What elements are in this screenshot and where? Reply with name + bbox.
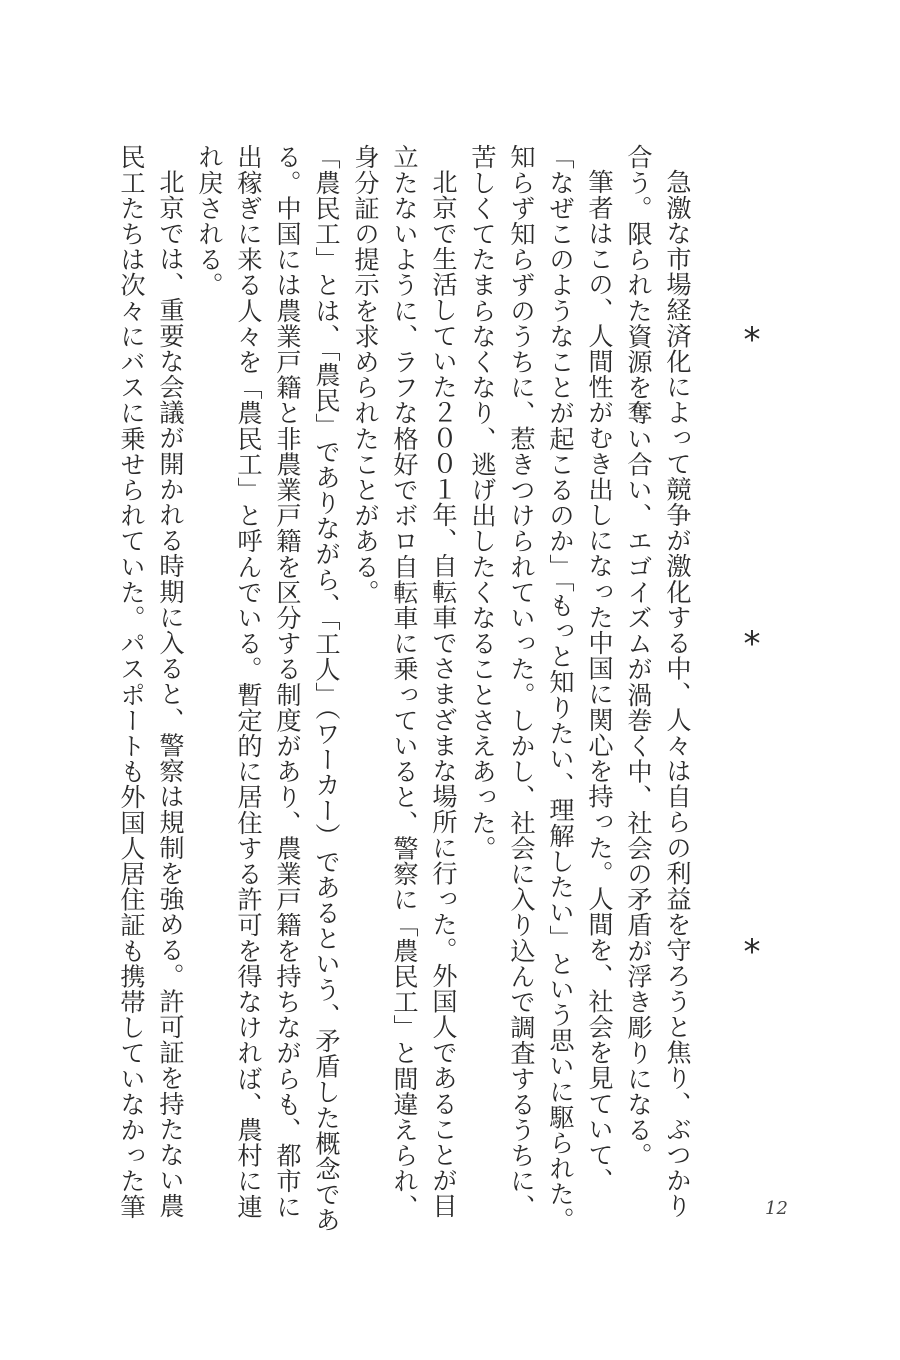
text-column-7: 北京で生活していた２００１年、自転車でさまざまな場所に行った。外国人であることが目	[429, 169, 458, 1219]
text-column-6: 苦しくてたまらなくなり、逃げ出したくなることさえあった。	[468, 144, 497, 861]
text-column-2: 合う。限られた資源を奪い合い、エゴイズムが渦巻く中、社会の矛盾が浮き彫りになる。	[624, 144, 653, 1168]
text-column-3: 筆者はこの、人間性がむき出しになった中国に関心を持った。人間を、社会を見ていて、	[585, 169, 614, 1193]
text-column-13: れ戻される。	[195, 144, 224, 298]
section-break-mark-2: *	[743, 624, 761, 664]
text-column-10: 「農民工」とは、「農民」でありながら、「工人」（ワーカー）であるという、矛盾した概念であ	[312, 144, 341, 1233]
text-column-15: 民工たちは次々にバスに乗せられていた。パスポートも外国人居住証も携帯していなかった筆	[117, 144, 146, 1220]
text-column-14: 北京では、重要な会議が開かれる時期に入ると、警察は規制を強める。許可証を持たない農	[156, 169, 185, 1219]
page-number: 12	[765, 1198, 788, 1219]
text-column-4: 「なぜこのようなことが起こるのか」「もっと知りたい、理解したい」という思いに駆られた。	[546, 144, 575, 1233]
section-break-mark-3: *	[743, 932, 761, 972]
text-column-12: 出稼ぎに来る人々を「農民工」と呼んでいる。暫定的に居住する許可を得なければ、農村に連	[234, 144, 263, 1220]
section-break-mark-1: *	[743, 320, 761, 360]
text-column-8: 立たないように、ラフな格好でボロ自転車に乗っていると、警察に「農民工」と間違えられ、	[390, 144, 419, 1220]
text-column-1: 急激な市場経済化によって競争が激化する中、人々は自らの利益を守ろうと焦り、ぶつかり	[663, 169, 692, 1219]
text-column-9: 身分証の提示を求められたことがある。	[351, 144, 380, 605]
text-column-5: 知らず知らずのうちに、惹きつけられていった。しかし、社会に入り込んで調査するうちに、	[507, 144, 536, 1220]
text-column-11: る。中国には農業戸籍と非農業戸籍を区分する制度があり、農業戸籍を持ちながらも、都市に	[273, 144, 302, 1220]
